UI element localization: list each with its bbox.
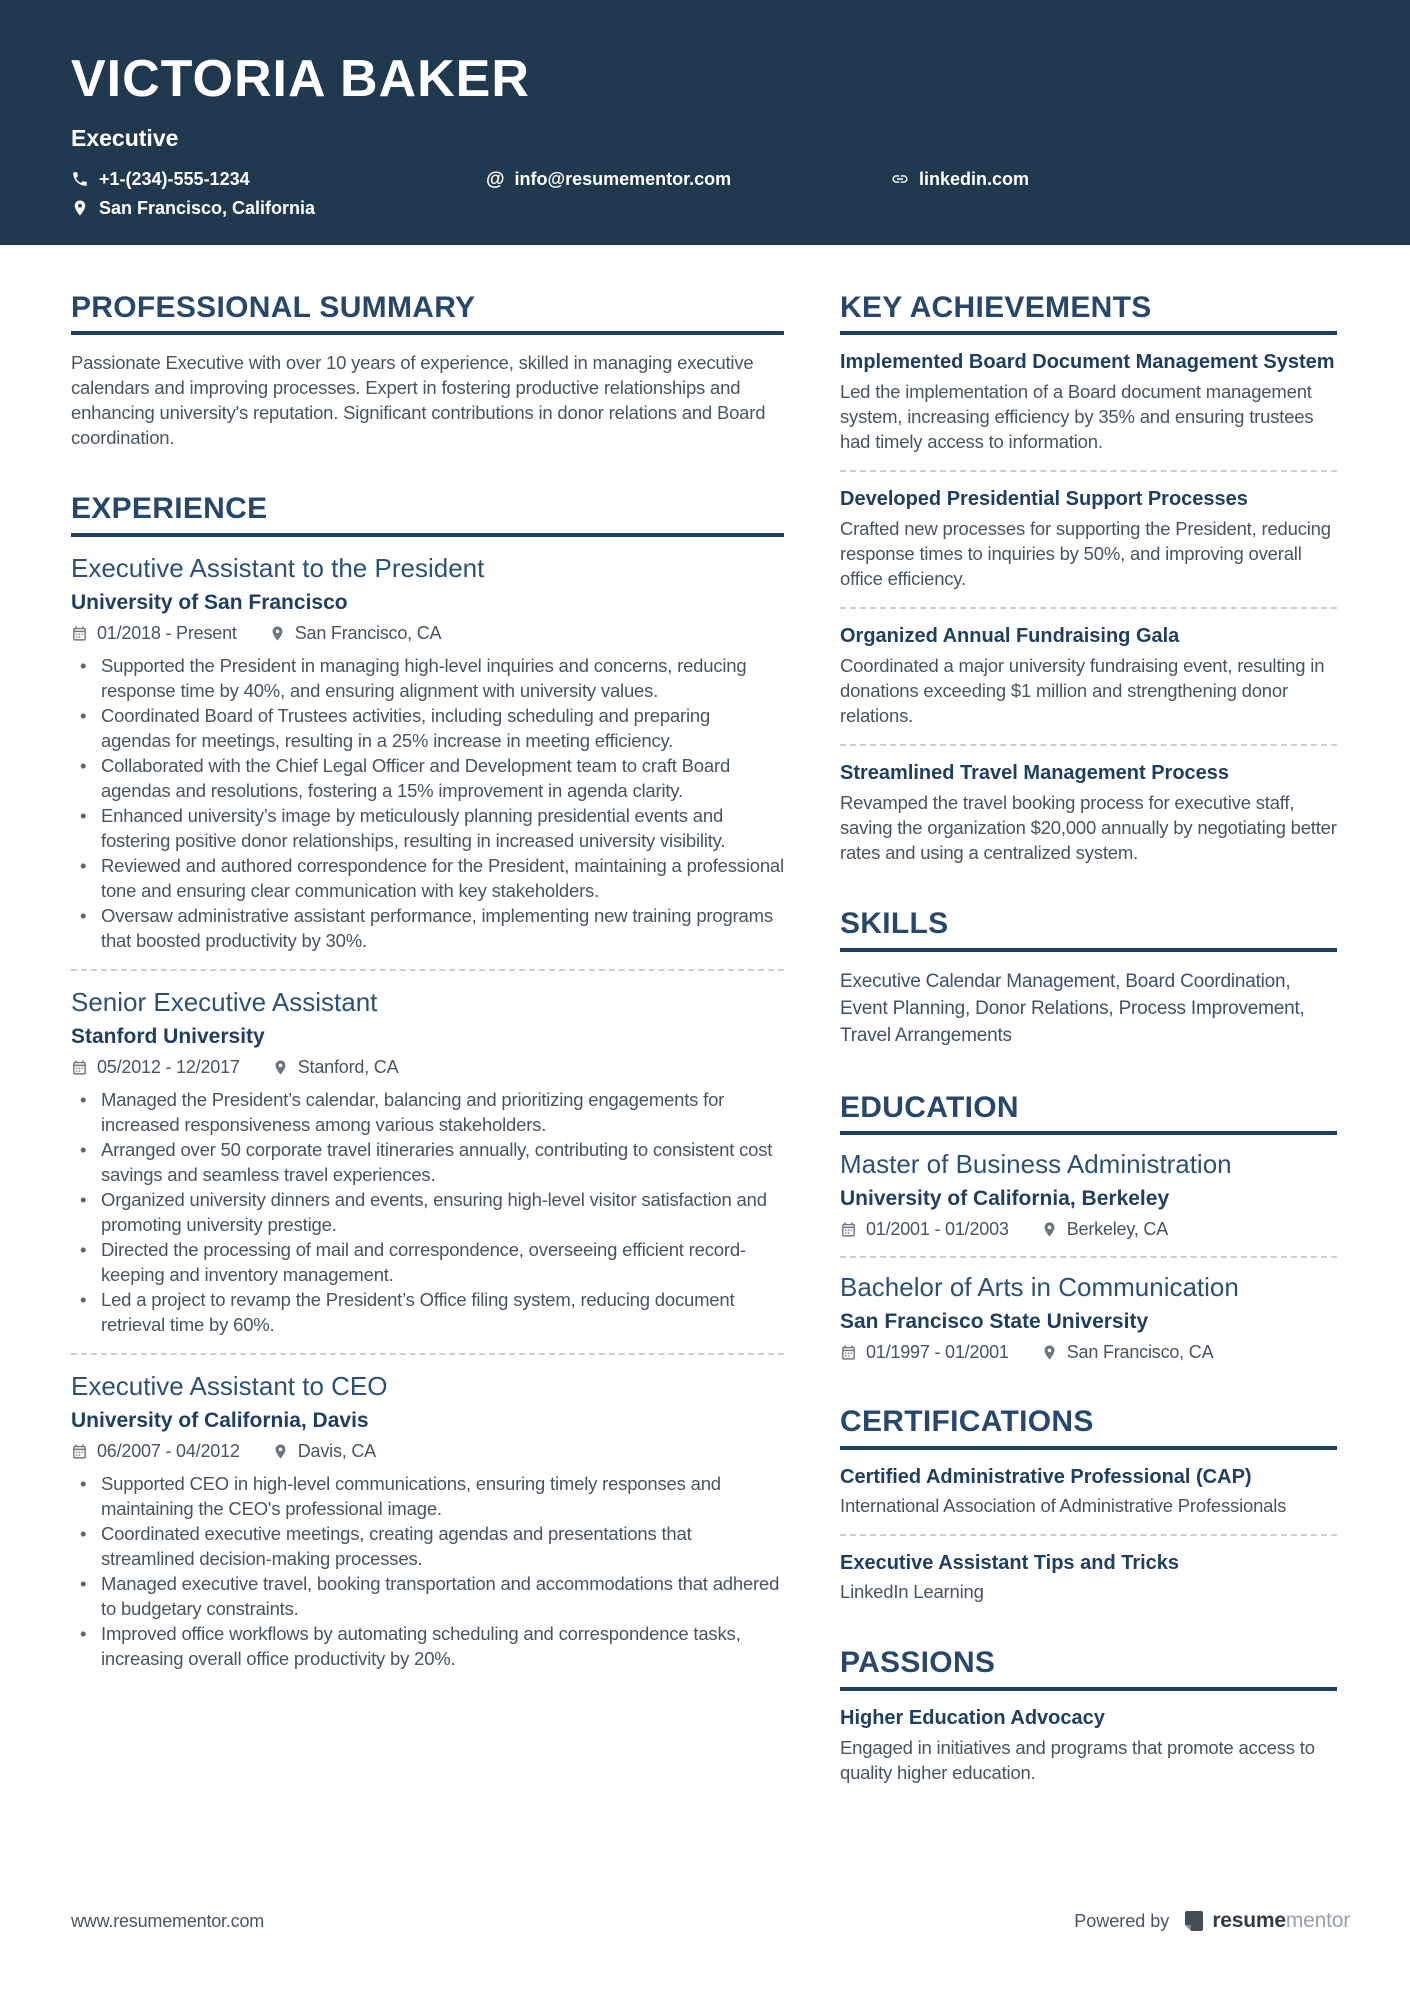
achievement-entry: [840, 623, 1337, 728]
section-passions: [840, 1646, 1337, 1785]
job-title: Senior Executive Assistant: [71, 986, 378, 1017]
job-bullets: [71, 1087, 784, 1337]
section-title-underline: [840, 1687, 1337, 1691]
brand-text: [1212, 1909, 1350, 1933]
bullet-item: • Enhanced university’s image by meticulously planning presidential events and fostering positive donor relationships, resulting in increased university visibility.: [71, 803, 784, 853]
calendar-icon: [840, 1344, 857, 1361]
certification-title: Certified Administrative Professional (CAP): [840, 1465, 1252, 1488]
powered-by-block: [1074, 1909, 1350, 1933]
entry-meta: [71, 623, 784, 644]
section-experience: [71, 492, 784, 1671]
contact-item-linkedin[interactable]: [891, 169, 1337, 190]
right-column: [840, 291, 1337, 1785]
section-skills: [840, 907, 1337, 1049]
company-name: Stanford University: [71, 1024, 265, 1048]
resumementor-brand[interactable]: [1182, 1909, 1350, 1933]
link-icon: [891, 170, 909, 188]
dashed-divider: [840, 744, 1337, 746]
page-footer: [71, 1909, 1350, 1933]
section-title-underline: [840, 1446, 1337, 1450]
dashed-divider: [840, 1534, 1337, 1536]
certifications-list: [840, 1464, 1337, 1604]
certification-org: International Association of Administrative Professionals: [840, 1494, 1287, 1516]
date-range: 01/2001 - 01/2003: [866, 1219, 1009, 1240]
passion-entry: [840, 1705, 1337, 1785]
achievement-text: Coordinated a major university fundraising event, resulting in donations exceeding $1 million and strengthening donor relations.: [840, 655, 1325, 727]
job-bullets: [71, 653, 784, 953]
bullet-item: • Arranged over 50 corporate travel itineraries annually, contributing to consistent cost savings and seamless travel experiences.: [71, 1137, 784, 1187]
entry-dates: [71, 623, 237, 644]
bullet-item: • Collaborated with the Chief Legal Officer and Development team to craft Board agendas and resolutions, fostering a 15% improvement in agenda clarity.: [71, 753, 784, 803]
entry-location: [272, 1441, 376, 1462]
location-icon: [272, 1059, 289, 1076]
achievement-entry: [840, 760, 1337, 865]
resume-body: [0, 245, 1410, 1785]
passions-list: [840, 1705, 1337, 1785]
job-bullets: [71, 1471, 784, 1671]
professional-summary-text: Passionate Executive with over 10 years of experience, skilled in managing executive calendars and improving processes. Expert in fostering productive relationships and enhancing university's reputation. Significant contributions in donor relations and Board coordination.: [71, 352, 766, 449]
section-key-achievements: [840, 291, 1337, 866]
bullet-item: • Led a project to revamp the President’s Office filing system, reducing document retrieval time by 60%.: [71, 1287, 784, 1337]
section-title-professional-summary: PROFESSIONAL SUMMARY: [71, 290, 476, 324]
entry-dates: [71, 1441, 240, 1462]
calendar-icon: [71, 1443, 88, 1460]
section-title-underline: [71, 533, 784, 537]
achievement-title: Implemented Board Document Management System: [840, 351, 1335, 374]
achievement-entry: [840, 349, 1337, 454]
entry-dates: [840, 1219, 1009, 1240]
entry-meta: [71, 1057, 784, 1078]
dashed-divider: [840, 607, 1337, 609]
education-entry: [840, 1149, 1337, 1240]
entry-location: [269, 623, 442, 644]
brand-text-resume: resume: [1212, 1909, 1286, 1932]
entry-dates: [840, 1342, 1009, 1363]
section-professional-summary: [71, 291, 784, 451]
calendar-icon: [840, 1221, 857, 1238]
location-text: San Francisco, CA: [1066, 1342, 1214, 1363]
location-icon: [1041, 1221, 1058, 1238]
experience-entry: [71, 1371, 784, 1671]
school-name: University of California, Berkeley: [840, 1187, 1170, 1211]
section-title-underline: [840, 948, 1337, 952]
experience-entry: [71, 553, 784, 953]
date-range: 06/2007 - 04/2012: [97, 1440, 240, 1461]
contact-text-phone: +1-(234)-555-1234: [99, 168, 250, 189]
school-name: San Francisco State University: [840, 1310, 1149, 1334]
bullet-item: • Managed the President’s calendar, balancing and prioritizing engagements for increased responsiveness among various stakeholders.: [71, 1087, 784, 1137]
brand-text-mentor: mentor: [1285, 1909, 1350, 1932]
certification-title: Executive Assistant Tips and Tricks: [840, 1551, 1180, 1574]
location-text: Berkeley, CA: [1066, 1219, 1169, 1240]
dashed-divider: [71, 1353, 784, 1355]
entry-meta: [71, 1441, 784, 1462]
candidate-job-title: Executive: [71, 124, 179, 151]
at-icon: @: [486, 168, 505, 190]
section-education: [840, 1091, 1337, 1364]
contact-text-linkedin: linkedin.com: [919, 168, 1030, 189]
achievement-title: Streamlined Travel Management Process: [840, 762, 1230, 785]
date-range: 01/1997 - 01/2001: [866, 1342, 1009, 1363]
dashed-divider: [840, 1256, 1337, 1258]
experience-list: [71, 553, 784, 1671]
candidate-name: VICTORIA BAKER: [71, 50, 530, 108]
section-title-underline: [71, 331, 784, 335]
bullet-item: • Coordinated executive meetings, creating agendas and presentations that streamlined decision-making processes.: [71, 1521, 784, 1571]
contact-item-location: [71, 198, 486, 219]
section-title-skills: SKILLS: [840, 907, 949, 941]
company-name: University of California, Davis: [71, 1408, 369, 1432]
footer-website-link[interactable]: www.resumementor.com: [71, 1910, 265, 1931]
degree-title: Bachelor of Arts in Communication: [840, 1272, 1239, 1303]
bullet-item: • Managed executive travel, booking transportation and accommodations that adhered to budgetary constraints.: [71, 1571, 784, 1621]
education-entry: [840, 1272, 1337, 1363]
location-icon: [269, 625, 286, 642]
contact-item-phone[interactable]: [71, 169, 486, 190]
contact-item-email[interactable]: [486, 169, 891, 190]
section-certifications: [840, 1405, 1337, 1604]
resumementor-logo-icon: [1182, 1909, 1206, 1933]
calendar-icon: [71, 1059, 88, 1076]
section-title-underline: [840, 331, 1337, 335]
certification-org: LinkedIn Learning: [840, 1580, 984, 1602]
entry-location: [1041, 1219, 1168, 1240]
skills-text: Executive Calendar Management, Board Coordination, Event Planning, Donor Relations, Process Improvement, Travel Arrangements: [840, 970, 1305, 1046]
bullet-item: • Oversaw administrative assistant performance, implementing new training programs that boosted productivity by 30%.: [71, 903, 784, 953]
certification-entry: [840, 1550, 1337, 1604]
job-title: Executive Assistant to the President: [71, 552, 485, 583]
contact-info-row: [71, 169, 1337, 219]
powered-by-label: Powered by: [1074, 1910, 1170, 1931]
section-title-key-achievements: KEY ACHIEVEMENTS: [840, 290, 1152, 324]
achievement-title: Organized Annual Fundraising Gala: [840, 625, 1180, 648]
entry-meta: [840, 1219, 1337, 1240]
location-text: San Francisco, CA: [294, 622, 442, 643]
entry-location: [272, 1057, 399, 1078]
phone-icon: [71, 170, 89, 188]
location-text: Stanford, CA: [297, 1056, 399, 1077]
location-icon: [71, 199, 89, 217]
section-title-underline: [840, 1131, 1337, 1135]
job-title: Executive Assistant to CEO: [71, 1370, 388, 1401]
location-icon: [272, 1443, 289, 1460]
bullet-item: • Organized university dinners and events, ensuring high-level visitor satisfaction and promoting university prestige.: [71, 1187, 784, 1237]
bullet-item: • Supported the President in managing high-level inquiries and concerns, reducing response time by 40%, and ensuring alignment with university values.: [71, 653, 784, 703]
bullet-item: • Directed the processing of mail and correspondence, overseeing efficient record-keeping and inventory management.: [71, 1237, 784, 1287]
achievement-title: Developed Presidential Support Processes: [840, 488, 1248, 511]
passion-text: Engaged in initiatives and programs that promote access to quality higher education.: [840, 1736, 1315, 1783]
education-list: [840, 1149, 1337, 1363]
degree-title: Master of Business Administration: [840, 1149, 1232, 1180]
achievement-text: Crafted new processes for supporting the President, reducing response times to inquiries by 50%, and improving overall office efficiency.: [840, 518, 1331, 590]
location-icon: [1041, 1344, 1058, 1361]
bullet-item: • Improved office workflows by automating scheduling and correspondence tasks, increasing overall office productivity by 20%.: [71, 1621, 784, 1671]
bullet-item: • Reviewed and authored correspondence for the President, maintaining a professional tone and ensuring clear communication with key stakeholders.: [71, 853, 784, 903]
bullet-item: • Supported CEO in high-level communications, ensuring timely responses and maintaining the CEO's professional image.: [71, 1471, 784, 1521]
dashed-divider: [840, 470, 1337, 472]
certification-entry: [840, 1464, 1337, 1518]
achievement-text: Led the implementation of a Board document management system, increasing efficiency by 35% and ensuring trustees had timely access to information.: [840, 381, 1314, 453]
achievements-list: [840, 349, 1337, 865]
company-name: University of San Francisco: [71, 590, 348, 614]
entry-location: [1041, 1342, 1214, 1363]
section-title-experience: EXPERIENCE: [71, 492, 268, 526]
contact-text-location: San Francisco, California: [99, 197, 316, 218]
entry-meta: [840, 1342, 1337, 1363]
date-range: 01/2018 - Present: [97, 622, 237, 643]
achievement-entry: [840, 486, 1337, 591]
achievement-text: Revamped the travel booking process for executive staff, saving the organization $20,000 annually by negotiating better rates and using a centralized system.: [840, 792, 1337, 864]
dashed-divider: [71, 969, 784, 971]
bullet-item: • Coordinated Board of Trustees activities, including scheduling and preparing agendas for meetings, resulting in a 25% increase in meeting efficiency.: [71, 703, 784, 753]
resume-header: [0, 0, 1410, 245]
date-range: 05/2012 - 12/2017: [97, 1056, 240, 1077]
left-column: [71, 291, 784, 1671]
section-title-education: EDUCATION: [840, 1090, 1019, 1124]
calendar-icon: [71, 625, 88, 642]
location-text: Davis, CA: [297, 1440, 376, 1461]
experience-entry: [71, 987, 784, 1337]
contact-text-email: info@resumementor.com: [514, 168, 732, 189]
section-title-passions: PASSIONS: [840, 1645, 996, 1679]
entry-dates: [71, 1057, 240, 1078]
passion-title: Higher Education Advocacy: [840, 1706, 1105, 1729]
section-title-certifications: CERTIFICATIONS: [840, 1405, 1094, 1439]
